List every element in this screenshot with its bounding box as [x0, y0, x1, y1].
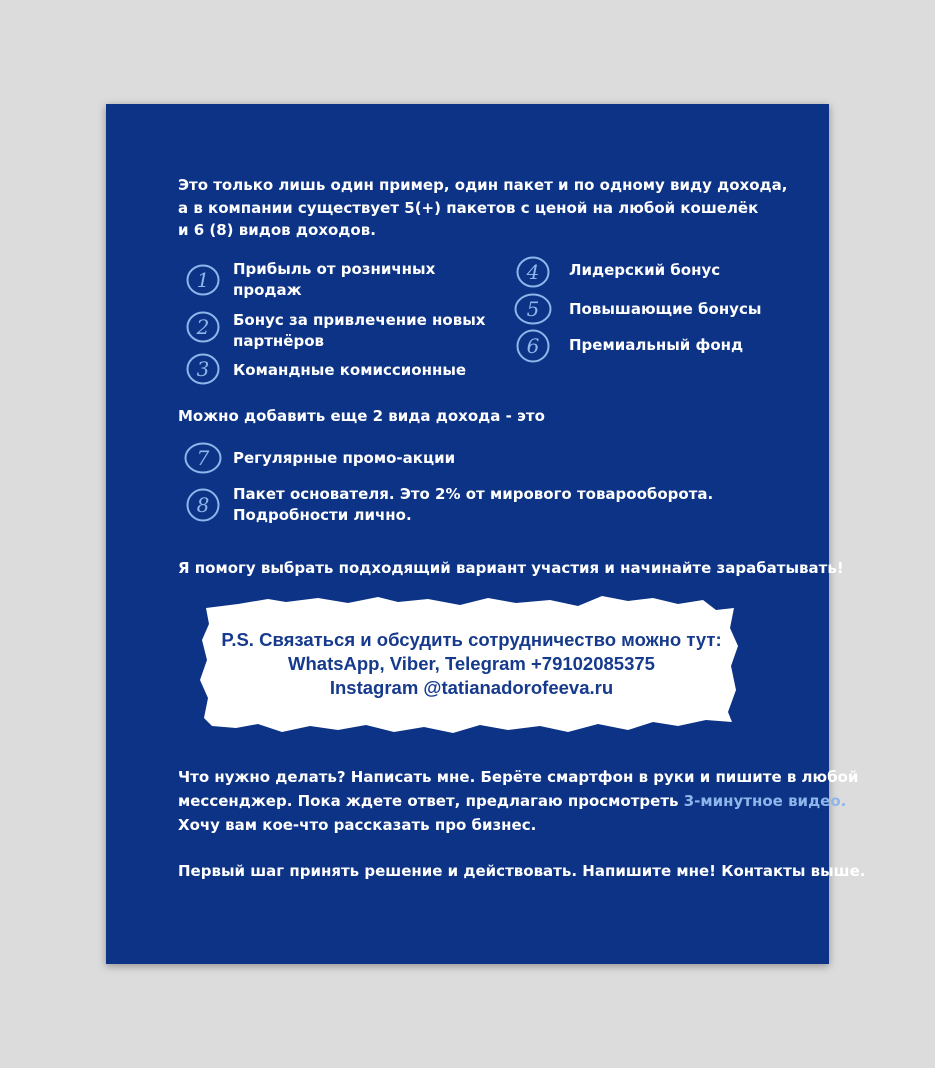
- contact-line-1: P.S. Связаться и обсудить сотрудничество можно тут:: [221, 629, 722, 650]
- number-3-icon: 3: [186, 352, 220, 386]
- number-7-icon: 7: [184, 441, 218, 475]
- number-2-icon: 2: [186, 310, 220, 344]
- action-line-3: Хочу вам кое-что рассказать про бизнес.: [178, 816, 537, 834]
- number-4-icon: 4: [516, 255, 550, 289]
- intro-line-2: а в компании существует 5(+) пакетов с ценой на любой кошелёк: [178, 199, 759, 217]
- intro-line-1: Это только лишь один пример, один пакет и по одному виду дохода,: [178, 176, 788, 194]
- income-type-5: Повышающие бонусы: [569, 300, 762, 318]
- contact-line-2: WhatsApp, Viber, Telegram +79102085375: [288, 653, 655, 674]
- income-type-6: Премиальный фонд: [569, 336, 744, 354]
- action-line-2-text: мессенджер. Пока ждете ответ, предлагаю просмотреть: [178, 792, 684, 810]
- number-5-icon: 5: [514, 292, 548, 326]
- extra-heading: Можно добавить еще 2 вида дохода - это: [178, 407, 545, 425]
- intro-line-3: и 6 (8) видов доходов.: [178, 221, 376, 239]
- number-8-icon: 8: [186, 488, 220, 522]
- action-line-2: [178, 791, 846, 812]
- income-type-7: Регулярные промо-акции: [233, 449, 456, 467]
- number-1-icon: 1: [186, 263, 220, 297]
- video-link[interactable]: 3-минутное видео.: [683, 792, 847, 810]
- income-type-2: Бонус за привлечение новых партнёров: [233, 311, 486, 350]
- contact-text: [198, 628, 745, 700]
- income-type-8: Пакет основателя. Это 2% от мирового товарооборота. Подробности лично.: [233, 485, 714, 524]
- action-line-1: Что нужно делать? Написать мне. Берёте смартфон в руки и пишите в любой: [178, 768, 859, 786]
- income-type-4: Лидерский бонус: [569, 261, 721, 279]
- contact-line-3: Instagram @tatianadorofeeva.ru: [329, 677, 614, 698]
- income-type-3: Командные комиссионные: [233, 361, 467, 379]
- info-card: [106, 104, 866, 964]
- help-text: Я помогу выбрать подходящий вариант участия и начинайте зарабатывать!: [178, 559, 844, 577]
- contact-panel: [198, 594, 745, 738]
- closing-text: Первый шаг принять решение и действовать. Напишите мне! Контакты выше.: [178, 862, 866, 880]
- number-6-icon: 6: [516, 329, 550, 363]
- income-type-1: Прибыль от розничных продаж: [233, 260, 436, 299]
